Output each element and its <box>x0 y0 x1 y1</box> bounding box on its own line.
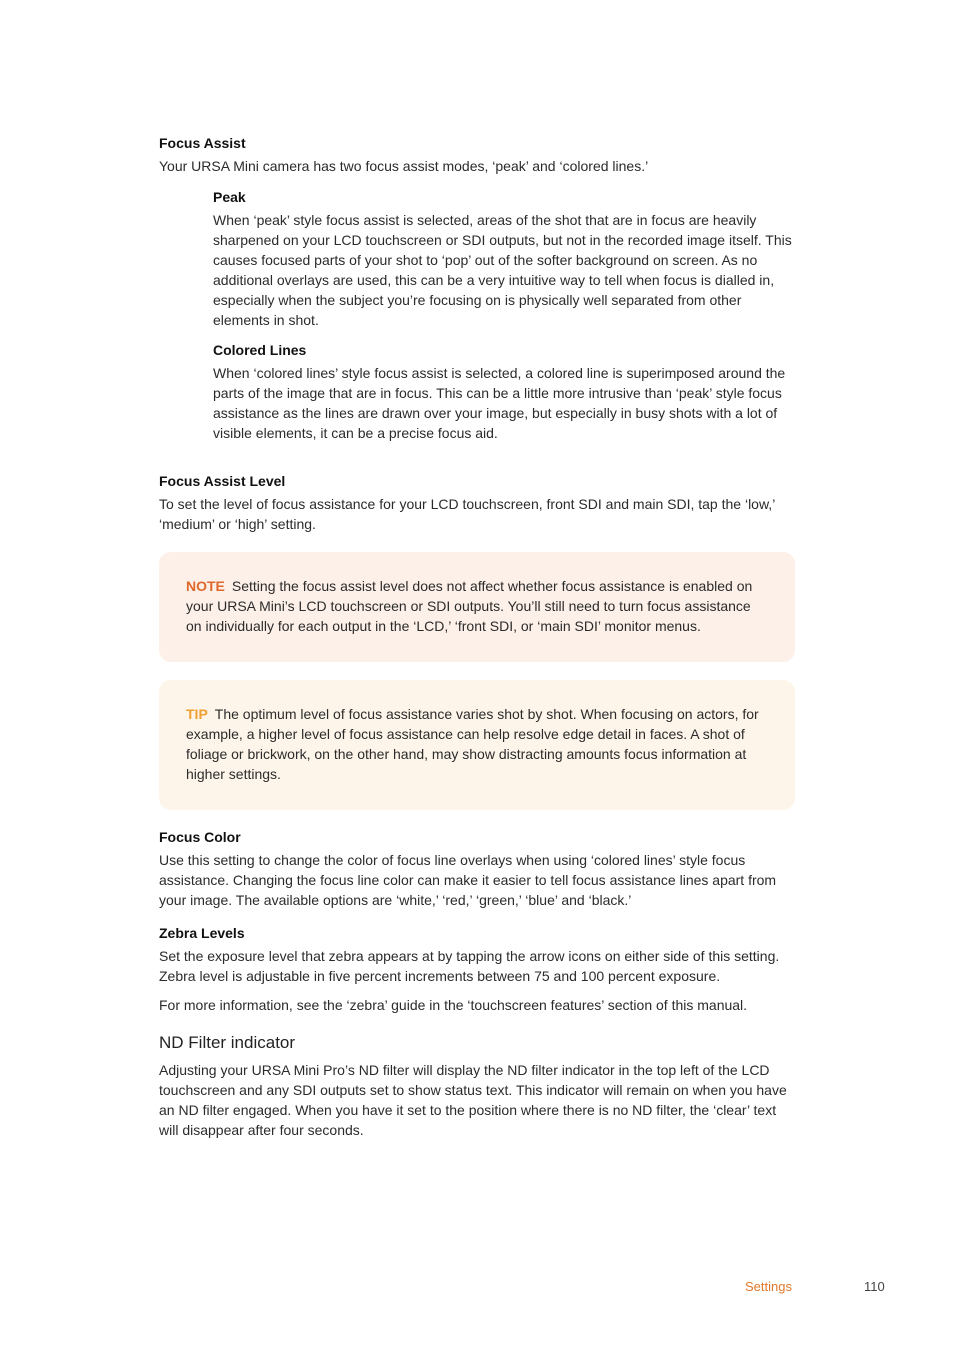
tip-label: TIP <box>186 706 208 722</box>
zebra-levels-body: Set the exposure level that zebra appears at by tapping the arrow icons on either side of this setting. Zebra level is adjustable in five percent increments between 75 and 100 percent exposure. <box>159 948 780 984</box>
zebra-levels-heading: Zebra Levels <box>159 925 245 941</box>
focus-assist-level-body: To set the level of focus assistance for your LCD touchscreen, front SDI and main SDI, tap the ‘low,’ ‘medium’ or ‘high’ setting. <box>159 496 775 532</box>
note-text: Setting the focus assist level does not affect whether focus assistance is enabled on your URSA Mini’s LCD touchscreen or SDI outputs. You’ll still need to turn focus assistance on individually for each output in the ‘LCD,’ ‘front SDI, or ‘main SDI’ monitor menus. <box>186 578 753 634</box>
peak-heading: Peak <box>213 189 246 205</box>
note-callout <box>159 552 795 662</box>
focus-assist-level-heading: Focus Assist Level <box>159 473 286 489</box>
peak-body: When ‘peak’ style focus assist is selected, areas of the shot that are in focus are heavily sharpened on your LCD touchscreen or SDI outputs, but not in the recorded image itself. This causes focused parts of your shot to ‘pop’ out of the softer background on screen. As no additional overlays are used, this can be a very intuitive way to tell when focus is dialled in, especially when the subject you’re focusing on is physically well separated from other elements in shot. <box>213 212 792 328</box>
tip-text: The optimum level of focus assistance varies shot by shot. When focusing on actors, for example, a higher level of focus assistance can help resolve edge detail in faces. A shot of foliage or brickwork, on the other hand, may show distracting amounts focus information at higher settings. <box>186 706 759 782</box>
focus-assist-intro: Your URSA Mini camera has two focus assist modes, ‘peak’ and ‘colored lines.’ <box>159 158 649 174</box>
page-number: 110 <box>864 1279 885 1294</box>
footer-section-name: Settings <box>745 1279 792 1294</box>
focus-assist-level-section <box>159 472 795 534</box>
tip-callout <box>159 680 795 810</box>
zebra-more-info: For more information, see the ‘zebra’ guide in the ‘touchscreen features’ section of this manual. <box>159 997 748 1013</box>
colored-lines-subsection <box>213 341 795 443</box>
focus-color-heading: Focus Color <box>159 829 241 845</box>
focus-color-body: Use this setting to change the color of focus line overlays when using ‘colored lines’ style focus assistance. Changing the focus line color can make it easier to tell focus assistance lines apart from your image. The available options are ‘white,’ ‘red,’ ‘green,’ ‘blue’ and ‘black.’ <box>159 852 777 908</box>
zebra-levels-section <box>159 924 795 1015</box>
note-label: NOTE <box>186 578 225 594</box>
nd-filter-heading: ND Filter indicator <box>159 1033 296 1052</box>
page-content <box>159 134 795 1140</box>
focus-assist-heading: Focus Assist <box>159 135 246 151</box>
peak-subsection <box>213 188 795 330</box>
focus-color-section <box>159 828 795 910</box>
colored-lines-heading: Colored Lines <box>213 342 307 358</box>
colored-lines-body: When ‘colored lines’ style focus assist is selected, a colored line is superimposed around the parts of the image that are in focus. This can be a little more intrusive than ‘peak’ style focus assistance as the lines are drawn over your image, but especially in busy shots with a lot of visible elements, it can be a precise focus aid. <box>213 365 786 441</box>
nd-filter-body: Adjusting your URSA Mini Pro’s ND filter will display the ND filter indicator in the top left of the LCD touchscreen and any SDI outputs set to show status text. This indicator will remain on when you have an ND filter engaged. When you have it set to the position where there is no ND filter, the ‘clear’ text will disappear after four seconds. <box>159 1062 787 1138</box>
nd-filter-section <box>159 1032 795 1140</box>
